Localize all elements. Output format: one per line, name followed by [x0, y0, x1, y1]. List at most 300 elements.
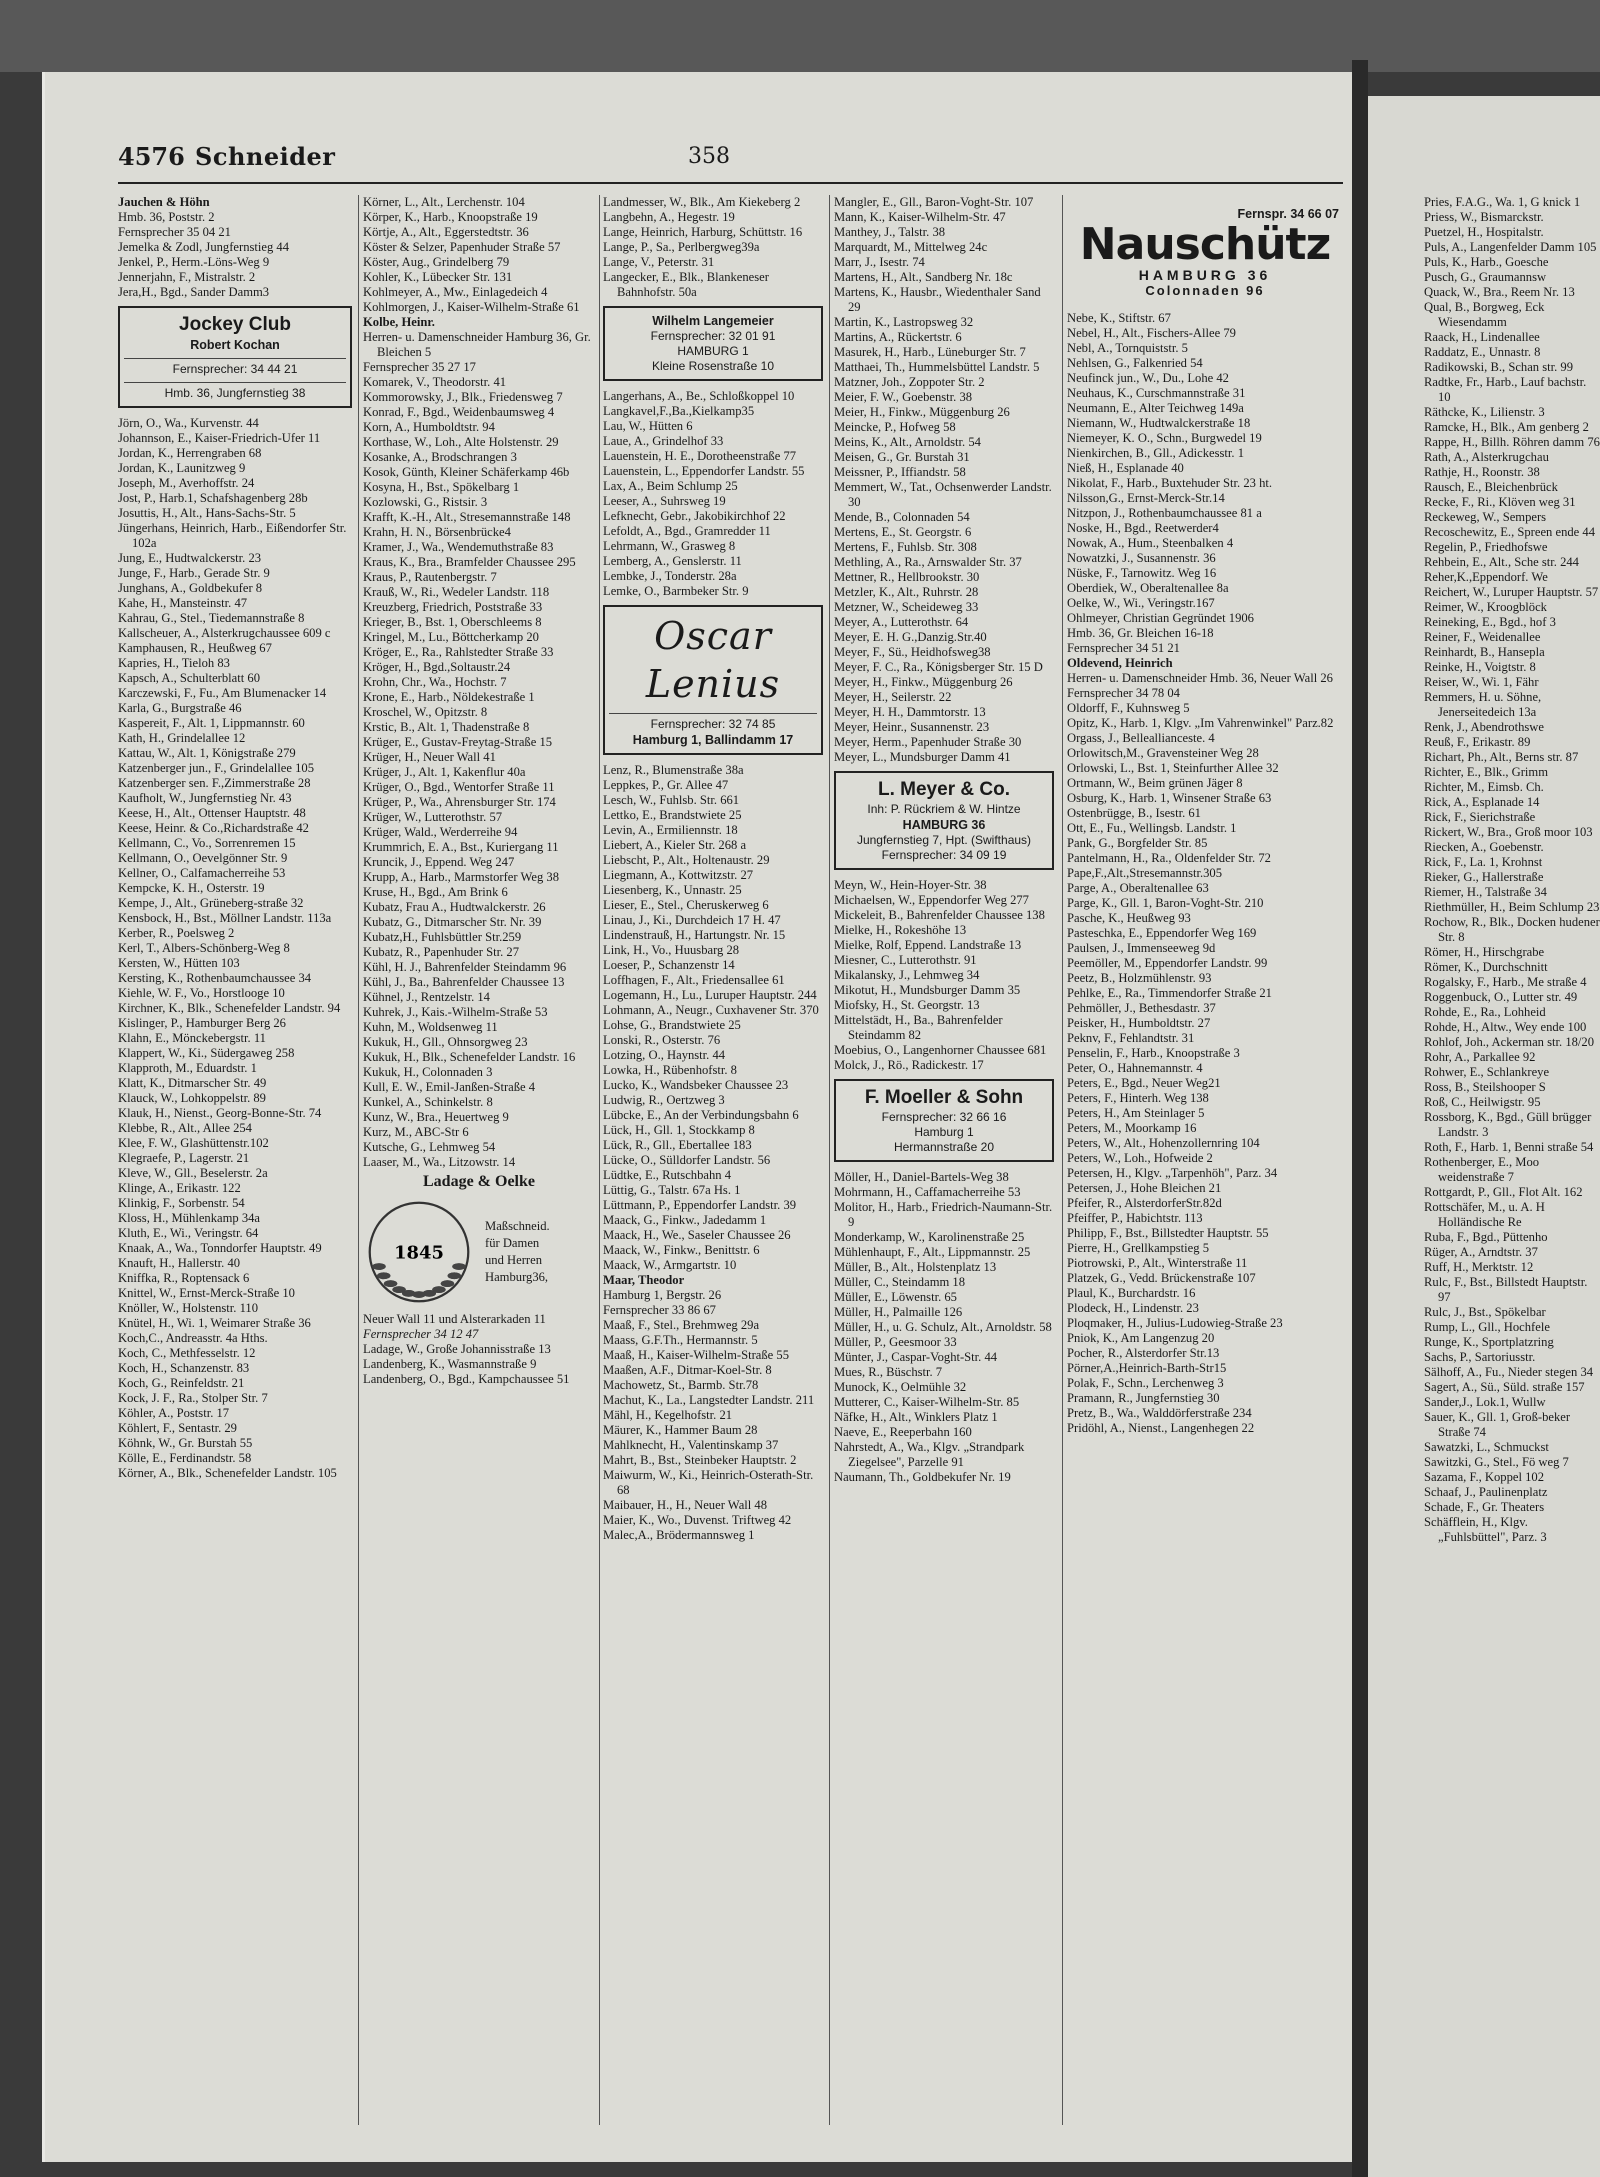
- directory-entry: Peters, E., Bgd., Neuer Weg21: [1067, 1076, 1221, 1090]
- directory-entry: Marquardt, M., Mittelweg 24c: [834, 240, 988, 254]
- directory-entry: Reuß, F., Erikastr. 89: [1424, 735, 1531, 749]
- directory-entry: Reineking, E., Bgd., hof 3: [1424, 615, 1556, 629]
- directory-entry: Kull, E. W., Emil-Janßen-Straße 4: [363, 1080, 536, 1094]
- directory-entry: Molck, J., Rö., Radickestr. 17: [834, 1058, 984, 1072]
- directory-entry: Klappert, W., Ki., Südergaweg 258: [118, 1046, 295, 1060]
- directory-entry: Pehmöller, J., Bethesdastr. 37: [1067, 1001, 1216, 1015]
- directory-entry: Maack, G., Finkw., Jadedamm 1: [603, 1213, 767, 1227]
- directory-entry: Lenz, R., Blumenstraße 38a: [603, 763, 744, 777]
- directory-entry: Kölle, E., Ferdinandstr. 58: [118, 1451, 252, 1465]
- column-rule: [599, 195, 600, 2125]
- seal-year: 1845: [394, 1242, 444, 1264]
- directory-entry: Kutsche, G., Lehmweg 54: [363, 1140, 496, 1154]
- directory-entry: Rick, F., Sierichstraße: [1424, 810, 1536, 824]
- directory-entry: Nehlsen, G., Falkenried 54: [1067, 356, 1203, 370]
- directory-entry: Kellmann, C., Vo., Sorrenremen 15: [118, 836, 296, 850]
- directory-entry: Moebius, O., Langenhorner Chaussee 681: [834, 1043, 1047, 1057]
- directory-entry: Mahlknecht, H., Valentinskamp 37: [603, 1438, 779, 1452]
- advertisement-ladage: [363, 1170, 595, 1342]
- directory-entry: Rulc, F., Bst., Billstedt Hauptstr. 97: [1424, 1275, 1588, 1304]
- directory-entry: Mettner, R., Hellbrookstr. 30: [834, 570, 980, 584]
- directory-entry: Jordan, K., Launitzweg 9: [118, 461, 246, 475]
- directory-entry: Liesenberg, K., Unnastr. 25: [603, 883, 742, 897]
- directory-entry: Krüger, P., Wa., Ahrensburger Str. 174: [363, 795, 556, 809]
- directory-entry: Pörner,A.,Heinrich-Barth-Str15: [1067, 1361, 1227, 1375]
- ad-service-line: für Damen: [485, 1236, 540, 1250]
- ad-divider: [124, 358, 346, 359]
- directory-entry: Körner, L., Alt., Lerchenstr. 104: [363, 195, 525, 209]
- directory-entry: Rehbein, E., Alt., Sche str. 244: [1424, 555, 1579, 569]
- directory-entry: Ott, E., Fu., Wellingsb. Landstr. 1: [1067, 821, 1237, 835]
- directory-entry: Memmert, W., Tat., Ochsenwerder Landstr. 30: [834, 480, 1052, 509]
- directory-entry: Kruse, H., Bgd., Am Brink 6: [363, 885, 508, 899]
- directory-entry: Hamburg 1, Bergstr. 26: [603, 1288, 722, 1302]
- directory-entry: Ladage, W., Große Johannisstraße 13: [363, 1342, 551, 1356]
- directory-entry: Kurz, M., ABC-Str 6: [363, 1125, 469, 1139]
- directory-entry: Mues, R., Büschstr. 7: [834, 1365, 943, 1379]
- directory-entry: Nahrstedt, A., Wa., Klgv. „Strandpark Ziegelsee", Parzelle 91: [834, 1440, 1025, 1469]
- directory-entry: Kukuk, H., Blk., Schenefelder Landstr. 16: [363, 1050, 576, 1064]
- ad-phone: Fernsprecher: 32 74 85: [650, 717, 776, 731]
- directory-entry: Metzler, K., Alt., Ruhrstr. 28: [834, 585, 979, 599]
- directory-entry: Miofsky, H., St. Georgstr. 13: [834, 998, 980, 1012]
- directory-entry: Rausch, E., Bleichenbrück: [1424, 480, 1558, 494]
- directory-entry: Kaspereit, F., Alt. 1, Lippmannstr. 60: [118, 716, 305, 730]
- ad-service-line: und Herren: [485, 1253, 542, 1267]
- directory-entry: Sauer, K., Gll. 1, Groß-beker Straße 74: [1424, 1410, 1571, 1439]
- directory-entry: Kroschel, W., Opitzstr. 8: [363, 705, 488, 719]
- directory-entry: Klahn, E., Mönckebergstr. 11: [118, 1031, 266, 1045]
- directory-entry: Kapries, H., Tieloh 83: [118, 656, 230, 670]
- directory-entry: Liebert, A., Kieler Str. 268 a: [603, 838, 747, 852]
- directory-entry: Peters, H., Am Steinlager 5: [1067, 1106, 1205, 1120]
- directory-entry: Runge, K., Sportplatzring: [1424, 1335, 1554, 1349]
- directory-entry: Katzenberger jun., F., Grindelallee 105: [118, 761, 314, 775]
- directory-entry: Fernsprecher 35 27 17: [363, 360, 476, 374]
- directory-entry: Kamphausen, R., Heußweg 67: [118, 641, 272, 655]
- directory-entry: Linau, J., Ki., Durchdeich 17 H. 47: [603, 913, 781, 927]
- directory-entry: Logemann, H., Lu., Luruper Hauptstr. 244: [603, 988, 817, 1002]
- directory-entry: Kubatz,H., Fuhlsbüttler Str.259: [363, 930, 522, 944]
- directory-entry: Hmb. 36, Poststr. 2: [118, 210, 215, 224]
- directory-entry: Maaß, F., Stel., Brehmweg 29a: [603, 1318, 760, 1332]
- directory-entry: Richter, E., Blk., Grimm: [1424, 765, 1549, 779]
- directory-entry: Mäurer, K., Hammer Baum 28: [603, 1423, 758, 1437]
- directory-entry: Lange, P., Sa., Perlbergweg39a: [603, 240, 760, 254]
- directory-entry: Krummrich, E. A., Bst., Kuriergang 11: [363, 840, 559, 854]
- directory-entry: Kukuk, H., Gll., Ohnsorgweg 23: [363, 1035, 528, 1049]
- directory-entry: Lücke, O., Sülldorfer Landstr. 56: [603, 1153, 771, 1167]
- directory-entry: Lettko, E., Brandstwiete 25: [603, 808, 742, 822]
- directory-entry: Joseph, M., Averhoffstr. 24: [118, 476, 255, 490]
- advertisement-lenius: [603, 605, 823, 755]
- directory-entry: Rulc, J., Bst., Spökelbar: [1424, 1305, 1546, 1319]
- directory-entry: Oldevend, Heinrich: [1067, 656, 1173, 670]
- directory-entry: Rieker, G., Hallerstraße: [1424, 870, 1544, 884]
- directory-entry: Komarek, V., Theodorstr. 41: [363, 375, 507, 389]
- directory-entry: Sawitzki, G., Stel., Fö weg 7: [1424, 1455, 1569, 1469]
- directory-entry: Maier, K., Wo., Duvenst. Triftweg 42: [603, 1513, 792, 1527]
- directory-entry: Richter, M., Eimsb. Ch.: [1424, 780, 1544, 794]
- directory-entry: Nikolat, F., Harb., Buxtehuder Str. 23 ht.: [1067, 476, 1273, 490]
- directory-entry: Mangler, E., Gll., Baron-Voght-Str. 107: [834, 195, 1034, 209]
- directory-entry: Müller, C., Steindamm 18: [834, 1275, 966, 1289]
- directory-entry: Hmb. 36, Gr. Bleichen 16-18: [1067, 626, 1214, 640]
- ad-title: Ladage & Oelke: [423, 1173, 535, 1190]
- directory-entry: Kahe, H., Mansteinstr. 47: [118, 596, 248, 610]
- directory-entry: Fernsprecher 35 04 21: [118, 225, 231, 239]
- directory-entry: Noske, H., Bgd., Reetwerder4: [1067, 521, 1219, 535]
- directory-entry: Meyer, Herm., Papenhuder Straße 30: [834, 735, 1022, 749]
- directory-entry: Lau, W., Hütten 6: [603, 419, 693, 433]
- directory-entry: Ross, B., Steilshooper S: [1424, 1080, 1546, 1094]
- directory-entry: Martens, H., Alt., Sandberg Nr. 18c: [834, 270, 1013, 284]
- directory-entry: Lück, R., Gll., Ebertallee 183: [603, 1138, 752, 1152]
- directory-entry: Krahn, H. N., Börsenbrücke4: [363, 525, 511, 539]
- directory-entry: Knittel, W., Ernst-Merck-Straße 10: [118, 1286, 295, 1300]
- directory-entry: Riethmüller, H., Beim Schlump 23: [1424, 900, 1600, 914]
- directory-entry: Pasteschka, E., Eppendorfer Weg 169: [1067, 926, 1257, 940]
- directory-entry: Müller, E., Löwenstr. 65: [834, 1290, 957, 1304]
- directory-entry: Remmers, H. u. Söhne, Jenerseitedeich 13a: [1424, 690, 1542, 719]
- directory-entry: Lindenstrauß, H., Hartungstr. Nr. 15: [603, 928, 786, 942]
- directory-entry: Langerhans, A., Be., Schloßkoppel 10: [603, 389, 795, 403]
- directory-entry: Kröger, E., Ra., Rahlstedter Straße 33: [363, 645, 554, 659]
- directory-entry: Klauck, W., Lohkoppelstr. 89: [118, 1091, 266, 1105]
- directory-entry: Oldorff, F., Kuhnsweg 5: [1067, 701, 1190, 715]
- directory-entry: Lowka, H., Rübenhofstr. 8: [603, 1063, 737, 1077]
- directory-entry: Jordan, K., Herrengraben 68: [118, 446, 262, 460]
- directory-entry: Krupp, A., Harb., Marmstorfer Weg 38: [363, 870, 560, 884]
- directory-entry: Möller, H., Daniel-Bartels-Weg 38: [834, 1170, 1009, 1184]
- directory-entry: Knütel, H., Wi. 1, Weimarer Straße 36: [118, 1316, 311, 1330]
- directory-entry: Reichert, W., Luruper Hauptstr. 57: [1424, 585, 1599, 599]
- ad-body: [363, 1196, 595, 1308]
- directory-entry: Klauk, H., Nienst., Georg-Bonne-Str. 74: [118, 1106, 322, 1120]
- directory-entry: Kühl, H. J., Bahrenfelder Steindamm 96: [363, 960, 567, 974]
- directory-entry: Marr, J., Isestr. 74: [834, 255, 925, 269]
- directory-entry: Pries, F.A.G., Wa. 1, G knick 1: [1424, 195, 1581, 209]
- directory-entry: Paulsen, J., Immenseeweg 9d: [1067, 941, 1216, 955]
- directory-entry: Nienkirchen, B., Gll., Adickesstr. 1: [1067, 446, 1244, 460]
- page-number: 4576: [118, 142, 185, 171]
- directory-entry: Mielke, Rolf, Eppend. Landstraße 13: [834, 938, 1022, 952]
- directory-entry: Kröger, H., Bgd.,Soltaustr.24: [363, 660, 511, 674]
- directory-entry: Peters, F., Hinterh. Weg 138: [1067, 1091, 1209, 1105]
- directory-entry: Kellner, O., Calfamacherreihe 53: [118, 866, 286, 880]
- directory-entry: Kirchner, K., Blk., Schenefelder Landstr. 94: [118, 1001, 341, 1015]
- directory-entry: Renk, J., Abendrothswe: [1424, 720, 1544, 734]
- directory-entry: Lohmann, A., Neugr., Cuxhavener Str. 370: [603, 1003, 819, 1017]
- directory-entry: Korn, A., Humboldtstr. 94: [363, 420, 495, 434]
- ad-address: Hmb. 36, Jungfernstieg 38: [164, 386, 306, 400]
- directory-entry: Knaak, A., Wa., Tonndorfer Hauptstr. 49: [118, 1241, 322, 1255]
- directory-entry: Leppkes, P., Gr. Allee 47: [603, 778, 729, 792]
- ad-divider: [609, 713, 817, 714]
- directory-entry: Mikalansky, J., Lehmweg 34: [834, 968, 980, 982]
- directory-entry: Rottgardt, P., Gll., Flot Alt. 162: [1424, 1185, 1583, 1199]
- directory-column-3: [603, 195, 825, 2140]
- directory-entry: Mutterer, C., Kaiser-Wilhelm-Str. 85: [834, 1395, 1020, 1409]
- directory-entry: Puls, A., Langenfelder Damm 105: [1424, 240, 1597, 254]
- ad-logo-title: Nauschütz: [1079, 219, 1331, 270]
- directory-entry: Maaß, H., Kaiser-Wilhelm-Straße 55: [603, 1348, 789, 1362]
- ad-divider: [124, 382, 346, 383]
- directory-entry: Mende, B., Colonnaden 54: [834, 510, 970, 524]
- directory-entry: Roth, F., Harb. 1, Benni straße 54: [1424, 1140, 1594, 1154]
- directory-entry: Junghans, A., Goldbekufer 8: [118, 581, 263, 595]
- directory-entry: Pank, G., Borgfelder Str. 85: [1067, 836, 1208, 850]
- directory-entry: Knöller, W., Holstenstr. 110: [118, 1301, 259, 1315]
- directory-entry: Kraus, P., Rautenbergstr. 7: [363, 570, 497, 584]
- directory-entry: Pierre, H., Grellkampstieg 5: [1067, 1241, 1209, 1255]
- directory-entry: Peisker, H., Humboldtstr. 27: [1067, 1016, 1211, 1030]
- directory-entry: Kensbock, H., Bst., Möllner Landstr. 113a: [118, 911, 332, 925]
- directory-entry: Meier, H., Finkw., Müggenburg 26: [834, 405, 1010, 419]
- directory-entry: Krafft, K.-H., Alt., Stresemannstraße 148: [363, 510, 571, 524]
- directory-entry: Lauenstein, H. E., Dorotheenstraße 77: [603, 449, 797, 463]
- directory-entry: Reiner, F., Weidenallee: [1424, 630, 1541, 644]
- ad-title: F. Moeller & Sohn: [864, 1087, 1024, 1108]
- directory-entry: Lotzing, O., Haynstr. 44: [603, 1048, 726, 1062]
- directory-entry: Kloss, H., Mühlenkamp 34a: [118, 1211, 261, 1225]
- directory-entry: Kringel, M., Lu., Böttcherkamp 20: [363, 630, 539, 644]
- directory-entry: Klee, F. W., Glashüttenstr.102: [118, 1136, 269, 1150]
- directory-entry: Schade, F., Gr. Theaters: [1424, 1500, 1545, 1514]
- directory-entry: Meyer, H., Finkw., Müggenburg 26: [834, 675, 1013, 689]
- directory-entry: Konrad, F., Bgd., Weidenbaumsweg 4: [363, 405, 555, 419]
- directory-entry: Herren- u. Damenschneider Hamburg 36, Gr. Bleichen 5: [363, 330, 591, 359]
- directory-entry: Kersten, W., Hütten 103: [118, 956, 240, 970]
- directory-entry: Knauft, H., Hallerstr. 40: [118, 1256, 241, 1270]
- directory-entry: Jera,H., Bgd., Sander Damm3: [118, 285, 270, 299]
- directory-entry: Richart, Ph., Alt., Berns str. 87: [1424, 750, 1579, 764]
- directory-entry: Reher,K.,Eppendorf. We: [1424, 570, 1548, 584]
- directory-entry: Rohr, A., Parkallee 92: [1424, 1050, 1536, 1064]
- directory-entry: Pretz, B., Wa., Walddörferstraße 234: [1067, 1406, 1252, 1420]
- ad-phone: Fernsprecher: 32 66 16: [881, 1110, 1007, 1124]
- directory-entry: Kozlowski, G., Ristsir. 3: [363, 495, 488, 509]
- facing-page-column: [1424, 195, 1600, 2140]
- directory-entry: Mühlenhaupt, F., Alt., Lippmannstr. 25: [834, 1245, 1031, 1259]
- page-header: [118, 142, 1343, 178]
- directory-entry: Pehlke, E., Ra., Timmendorfer Straße 21: [1067, 986, 1272, 1000]
- directory-entry: Kiehle, W. F., Vo., Horstlooge 10: [118, 986, 285, 1000]
- directory-entry: Kraus, K., Bra., Bramfelder Chaussee 295: [363, 555, 576, 569]
- directory-entry: Langecker, E., Blk., Blankeneser Bahnhofstr. 50a: [603, 270, 769, 299]
- directory-entry: Peters, W., Loh., Hofweide 2: [1067, 1151, 1213, 1165]
- directory-entry: Miesner, C., Lutterothstr. 91: [834, 953, 977, 967]
- directory-entry: Kühl, J., Ba., Bahrenfelder Chaussee 13: [363, 975, 565, 989]
- directory-entry: Martins, A., Rückertstr. 6: [834, 330, 962, 344]
- ad-owner: Inh: P. Rückriem & W. Hintze: [867, 802, 1021, 816]
- directory-entry: Lüttmann, P., Eppendorfer Landstr. 39: [603, 1198, 797, 1212]
- directory-entry: Klinge, A., Erikastr. 122: [118, 1181, 241, 1195]
- directory-entry: Liebscht, P., Alt., Holtenaustr. 29: [603, 853, 770, 867]
- directory-entry: Kunkel, A., Schinkelstr. 8: [363, 1095, 493, 1109]
- directory-entry: Rappe, H., Billh. Röhren damm 76: [1424, 435, 1600, 449]
- directory-entry: Malec,A., Brödermannsweg 1: [603, 1528, 755, 1542]
- directory-entry: Meyer, F., Sü., Heidhofsweg38: [834, 645, 991, 659]
- ad-title: L. Meyer & Co.: [878, 779, 1010, 800]
- directory-entry: Peters, W., Alt., Hohenzollernring 104: [1067, 1136, 1260, 1150]
- directory-entry: Lange, Heinrich, Harburg, Schüttstr. 16: [603, 225, 803, 239]
- ad-address: Neuer Wall 11 und Alsterarkaden 11: [363, 1312, 546, 1326]
- directory-entry: Römer, K., Durchschnitt: [1424, 960, 1548, 974]
- column-rule: [1062, 195, 1063, 2125]
- directory-entry: Plaul, K., Burchardstr. 16: [1067, 1286, 1196, 1300]
- directory-entry: Kleve, W., Gll., Beselerstr. 2a: [118, 1166, 268, 1180]
- directory-entry: Kerber, R., Poelsweg 2: [118, 926, 235, 940]
- directory-entry: Jüngerhans, Heinrich, Harb., Eißendorfer Str. 102a: [118, 521, 347, 550]
- directory-entry: Lesch, W., Fuhlsb. Str. 661: [603, 793, 740, 807]
- directory-entry: Meins, K., Alt., Arnoldstr. 54: [834, 435, 981, 449]
- directory-entry: Parge, K., Gll. 1, Baron-Voght-Str. 210: [1067, 896, 1264, 910]
- directory-entry: Kuhrek, J., Kais.-Wilhelm-Straße 53: [363, 1005, 548, 1019]
- directory-entry: Kosanke, A., Brodschrangen 3: [363, 450, 517, 464]
- advertisement-meyer: [834, 771, 1054, 870]
- directory-entry: Koch, H., Schanzenstr. 83: [118, 1361, 250, 1375]
- directory-entry: Köhler, A., Poststr. 17: [118, 1406, 230, 1420]
- directory-entry: Kukuk, H., Colonnaden 3: [363, 1065, 493, 1079]
- book-gutter: [1352, 60, 1368, 2177]
- directory-entry: Krstic, B., Alt. 1, Thadenstraße 8: [363, 720, 530, 734]
- directory-column-2: [363, 195, 595, 2140]
- directory-entry: Meissner, P., Iffiandstr. 58: [834, 465, 966, 479]
- directory-entry: Rüger, A., Arndtstr. 37: [1424, 1245, 1538, 1259]
- directory-entry: Qual, B., Borgweg, Eck Wiesendamm: [1424, 300, 1545, 329]
- directory-entry: Meyer, F. C., Ra., Königsberger Str. 15 D: [834, 660, 1043, 674]
- directory-entry: Maack, W., Finkw., Benittstr. 6: [603, 1243, 760, 1257]
- directory-entry: Räthcke, K., Lilienstr. 3: [1424, 405, 1545, 419]
- directory-entry: Lange, V., Peterstr. 31: [603, 255, 715, 269]
- ad-city: HAMBURG 36: [902, 818, 986, 832]
- directory-entry: Pfeiffer, P., Habichtstr. 113: [1067, 1211, 1203, 1225]
- directory-column-5: [1067, 195, 1345, 2140]
- directory-entry: Orgass, J., Belleallianceste. 4: [1067, 731, 1215, 745]
- directory-entry: Kempcke, K. H., Osterstr. 19: [118, 881, 265, 895]
- directory-entry: Neuhaus, K., Curschmannstraße 31: [1067, 386, 1246, 400]
- directory-entry: Johannson, E., Kaiser-Friedrich-Ufer 11: [118, 431, 321, 445]
- directory-entry: Nilsson,G., Ernst-Merck-Str.14: [1067, 491, 1225, 505]
- directory-entry: Priess, W., Bismarckstr.: [1424, 210, 1544, 224]
- directory-entry: Köhnk, W., Gr. Burstah 55: [118, 1436, 253, 1450]
- directory-entry: Jemelka & Zodl, Jungfernstieg 44: [118, 240, 290, 254]
- directory-entry: Peknv, F., Fehlandtstr. 31: [1067, 1031, 1195, 1045]
- directory-entry: Kosok, Günth, Kleiner Schäferkamp 46b: [363, 465, 570, 479]
- directory-entry: Naeve, E., Reeperbahn 160: [834, 1425, 972, 1439]
- directory-entry: Meyer, L., Mundsburger Damm 41: [834, 750, 1011, 764]
- directory-entry: Mohrmann, H., Caffamacherreihe 53: [834, 1185, 1021, 1199]
- directory-entry: Niemann, W., Hudtwalckerstraße 18: [1067, 416, 1251, 430]
- directory-entry: Kersting, K., Rothenbaumchaussee 34: [118, 971, 312, 985]
- directory-entry: Köster & Selzer, Papenhuder Straße 57: [363, 240, 561, 254]
- directory-entry: Maibauer, H., H., Neuer Wall 48: [603, 1498, 768, 1512]
- directory-entry: Riemer, H., Talstraße 34: [1424, 885, 1547, 899]
- directory-entry: Lauenstein, L., Eppendorfer Landstr. 55: [603, 464, 805, 478]
- directory-entry: Reiser, W., Wi. 1, Fähr: [1424, 675, 1539, 689]
- directory-entry: Reckeweg, W., Sempers: [1424, 510, 1547, 524]
- directory-entry: Kunz, W., Bra., Heuertweg 9: [363, 1110, 509, 1124]
- directory-entry: Karla, G., Burgstraße 46: [118, 701, 242, 715]
- directory-entry: Keese, H., Alt., Ottenser Hauptstr. 48: [118, 806, 306, 820]
- directory-entry: Katzenberger sen. F.,Zimmerstraße 28: [118, 776, 311, 790]
- directory-entry: Maar, Theodor: [603, 1273, 685, 1287]
- directory-entry: Riecken, A., Goebenstr.: [1424, 840, 1544, 854]
- ad-address: Hermannstraße 20: [893, 1140, 995, 1154]
- directory-entry: Koch,C., Andreasstr. 4a Hths.: [118, 1331, 268, 1345]
- directory-entry: Nüske, F., Tarnowitz. Weg 16: [1067, 566, 1217, 580]
- directory-entry: Sälhoff, A., Fu., Nieder stegen 34: [1424, 1365, 1594, 1379]
- ad-address: Hamburg 1, Ballindamm 17: [632, 733, 794, 747]
- directory-entry: Recoschewitz, E., Spreen ende 44: [1424, 525, 1596, 539]
- directory-entry: Lemberg, A., Genslerstr. 11: [603, 554, 742, 568]
- directory-entry: Korthase, W., Loh., Alte Holstenstr. 29: [363, 435, 559, 449]
- directory-entry: Kislinger, P., Hamburger Berg 26: [118, 1016, 286, 1030]
- directory-entry: Lüdtke, E., Rutschbahn 4: [603, 1168, 732, 1182]
- directory-entry: Langbehn, A., Hegestr. 19: [603, 210, 735, 224]
- directory-entry: Matzner, Joh., Zoppoter Str. 2: [834, 375, 985, 389]
- directory-entry: Jung, E., Hudtwalckerstr. 23: [118, 551, 262, 565]
- ad-phone: Fernsprecher: 34 09 19: [881, 848, 1007, 862]
- directory-entry: Puls, K., Harb., Goesche: [1424, 255, 1549, 269]
- directory-entry: Meyn, W., Hein-Hoyer-Str. 38: [834, 878, 987, 892]
- directory-entry: Opitz, K., Harb. 1, Klgv. „Im Vahrenwinkel" Parz.82: [1067, 716, 1334, 730]
- directory-entry: Liegmann, A., Kottwitzstr. 27: [603, 868, 754, 882]
- directory-entry: Plodeck, H., Lindenstr. 23: [1067, 1301, 1199, 1315]
- directory-entry: Lax, A., Beim Schlump 25: [603, 479, 738, 493]
- directory-entry: Herren- u. Damenschneider Hmb. 36, Neuer Wall 26: [1067, 671, 1333, 685]
- directory-entry: Leeser, A., Suhrsweg 19: [603, 494, 726, 508]
- directory-entry: Meyer, H. H., Dammtorstr. 13: [834, 705, 986, 719]
- directory-entry: Meyer, Heinr., Susannenstr. 23: [834, 720, 990, 734]
- directory-entry: Martin, K., Lastropsweg 32: [834, 315, 974, 329]
- directory-entry: Krauß, W., Ri., Wedeler Landstr. 118: [363, 585, 550, 599]
- ad-city: HAMBURG 36: [1138, 267, 1272, 283]
- laurel-seal-icon: [363, 1196, 475, 1308]
- directory-entry: Lübcke, E., An der Verbindungsbahn 6: [603, 1108, 799, 1122]
- directory-entry: Peetz, B., Holzmühlenstr. 93: [1067, 971, 1212, 985]
- directory-entry: Klapproth, M., Eduardstr. 1: [118, 1061, 257, 1075]
- directory-column-1: [118, 195, 354, 2140]
- directory-entry: Oelke, W., Wi., Veringstr.167: [1067, 596, 1215, 610]
- directory-entry: Rossborg, K., Bgd., Güll brügger Landstr. 3: [1424, 1110, 1592, 1139]
- directory-entry: Kruncik, J., Eppend. Weg 247: [363, 855, 515, 869]
- ad-title: Wilhelm Langemeier: [652, 314, 774, 328]
- directory-entry: Kellmann, O., Oevelgönner Str. 9: [118, 851, 288, 865]
- directory-entry: Radtke, Fr., Harb., Lauf bachstr. 10: [1424, 375, 1587, 404]
- directory-entry: Masurek, H., Harb., Lüneburger Str. 7: [834, 345, 1026, 359]
- directory-entry: Kattau, W., Alt. 1, Königstraße 279: [118, 746, 296, 760]
- directory-entry: Pantelmann, H., Ra., Oldenfelder Str. 72: [1067, 851, 1271, 865]
- directory-entry: Parge, A., Oberaltenallee 63: [1067, 881, 1209, 895]
- directory-entry: Raddatz, E., Unnastr. 8: [1424, 345, 1541, 359]
- directory-entry: Nebl, A., Tornquiststr. 5: [1067, 341, 1188, 355]
- directory-entry: Kramer, J., Wa., Wendemuthstraße 83: [363, 540, 554, 554]
- directory-entry: Meier, F. W., Goebenstr. 38: [834, 390, 973, 404]
- directory-entry: Peter, O., Hahnemannstr. 4: [1067, 1061, 1203, 1075]
- directory-entry: Rottschäfer, M., u. A. H Holländische Re: [1424, 1200, 1545, 1229]
- directory-entry: Pridöhl, A., Nienst., Langenhegen 22: [1067, 1421, 1255, 1435]
- directory-entry: Meyer, H., Seilerstr. 22: [834, 690, 952, 704]
- directory-entry: Nebel, H., Alt., Fischers-Allee 79: [1067, 326, 1236, 340]
- directory-entry: Fernsprecher 34 51 21: [1067, 641, 1180, 655]
- directory-entry: Schaaf, J., Paulinenplatz: [1424, 1485, 1548, 1499]
- directory-entry: Molitor, H., Harb., Friedrich-Naumann-Str. 9: [834, 1200, 1053, 1229]
- directory-entry: Regelin, P., Friedhofswe: [1424, 540, 1548, 554]
- directory-entry: Manthey, J., Talstr. 38: [834, 225, 946, 239]
- directory-entry: Kohler, K., Lübecker Str. 131: [363, 270, 513, 284]
